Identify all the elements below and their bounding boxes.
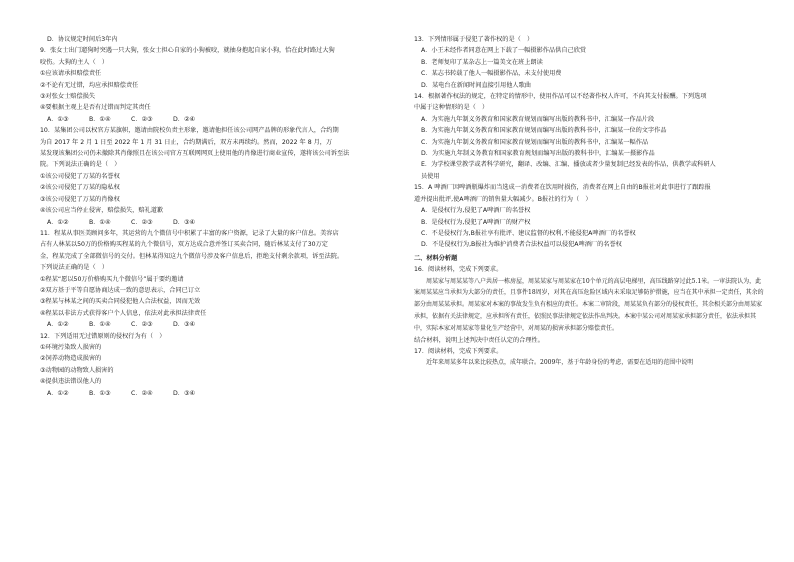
q10-item: ①该公司侵犯了万某的名誉权 — [40, 172, 120, 180]
q10-option-b[interactable]: B．①④ — [89, 218, 111, 226]
q12-item: ③动物园的动物致人损害的 — [40, 366, 114, 374]
q10-item: ④该公司应当停止侵害，赔偿损失，赔礼道歉 — [40, 207, 164, 215]
q13-option-a[interactable]: A．小王未经作者同意在网上下载了一幅摄影作品供自己欣赏 — [421, 47, 587, 55]
q11-item: ④程某以非法方式获得客户个人信息，依法对此承担法律责任 — [40, 309, 207, 317]
q11-option-c[interactable]: C．②③ — [131, 321, 153, 329]
q14-option-a[interactable]: A．为实施九年制义务教育和国家教育规划而编写出版的教科书中，汇编某一作品片段 — [421, 115, 655, 123]
q11-stem-line: 占有人林某以50万的价格购买程某的九个微信号，双方达成合意并签订买卖合同，随后林某支付了30万定 — [40, 241, 328, 249]
q10-option-a[interactable]: A．①② — [47, 218, 69, 226]
question-17 — [414, 346, 766, 369]
q14-option-b[interactable]: B．为实施九年制义务教育和国家教育规划而编写出版的教科书中，汇编某一位的文字作品 — [421, 127, 667, 135]
q12-option-b[interactable]: B．①③ — [89, 389, 111, 397]
q14-option-e-cont: 员使用 — [421, 172, 440, 180]
q14-stem-line: 中属于这种情形的是（ ） — [414, 104, 489, 112]
q13-option-d[interactable]: D．某电台在新闻时间直接引用他人歌曲 — [421, 81, 531, 89]
q14-option-d[interactable]: D．为实施九年制义务教育和国家教育规划而编写出版的教科书中，汇编某一摄影作品 — [421, 150, 655, 158]
q16-head: 16．阅读材料，完成下列要求。 — [414, 266, 503, 274]
q11-item: ①程某“愿以50万价格购买九个微信号”属于要约邀请 — [40, 275, 184, 283]
q13-stem-line: 13．下列情形属于侵犯了著作权的是（ ） — [414, 36, 534, 43]
q9-item: ④要根据主观上是否有过错而判定其责任 — [40, 104, 151, 112]
q10-option-c[interactable]: C．②③ — [131, 218, 153, 226]
question-11 — [40, 228, 392, 331]
q15-stem-line: 道并提出批评,使A啤酒厂的销售量大幅减少。B报社的行为（ ） — [414, 195, 592, 203]
q11-option-d[interactable]: D．③④ — [173, 321, 196, 329]
question-15 — [414, 182, 766, 250]
q15-option-c[interactable]: C．不是侵权行为,B报社享有批评、建议监督的权利,不能侵犯A啤酒厂的名誉权 — [421, 229, 636, 237]
q17-material: 近年来周某多年以来比较热点，成年联合。2009年，基于年龄身份的考虑，需要在适用的范围中说明 — [426, 359, 694, 367]
q10-options — [40, 217, 392, 228]
q17-head: 17．阅读材料，完成下列要求。 — [414, 347, 503, 355]
q11-option-b[interactable]: B．①④ — [89, 321, 111, 329]
q15-stem-line: 15．A 啤酒厂因啤酒瓶爆炸而当选成一消费者在饮用时损伤，消费者在网上自由的B报社对此事进行了跟踪报 — [414, 184, 711, 192]
q9-options — [40, 114, 392, 125]
q10-stem-line: 为自 2017 年 2 月 1 日至 2022 年 1 月 31 日止，合约期满后，双方未再续约。然而，2022 年 8 月，万 — [40, 138, 333, 146]
q9-item: ①应该请承担赔偿责任 — [40, 70, 102, 78]
q9-item: ②不论有无过错，均应承担赔偿责任 — [40, 81, 139, 89]
q11-stem-line: 下列说法正确的是（ ） — [40, 264, 109, 272]
q9-stem-line: 9．张女士出门遛狗时突遇一只大狗，张女士担心自家的小狗被咬，就抽身抱起自家小狗，恰在此时路过大狗 — [40, 47, 335, 55]
q16-requirement: 结合材料，说明上述判决中责任认定的合理性。 — [414, 336, 544, 344]
q10-option-d[interactable]: D．③④ — [173, 218, 196, 226]
q14-stem-line: 14．根据著作权法的规定，在特定的情形中，使用作品可以不经著作权人许可，不向其支付报酬。下列选项 — [414, 93, 707, 101]
question-13 — [414, 34, 766, 91]
q11-options — [40, 319, 392, 330]
q15-option-a[interactable]: A．是侵权行为,侵犯了A啤酒厂的名誉权 — [421, 207, 531, 215]
q10-item: ③该公司侵犯了万某的肖像权 — [40, 195, 120, 203]
q10-stem-line: 院。下列说法正确的是（ ） — [40, 161, 121, 169]
left-column — [40, 34, 392, 399]
q14-option-c[interactable]: C．为实施九年制义务教育和国家教育规划而编写出版的教科书中，汇编某一幅作品 — [421, 138, 649, 146]
q13-option-b[interactable]: B．老师复印了某杂志上一篇美文在班上朗读 — [421, 58, 543, 66]
q14-option-e[interactable]: E．为学校课堂教学或者科学研究，翻译、改编、汇编、播放或者少量复制已经发表的作品，供教学或科研人 — [421, 161, 716, 169]
q12-option-a[interactable]: A．①② — [47, 389, 69, 397]
q12-stem-line: 12．下列适用无过错原则的侵权行为有（ ） — [40, 332, 166, 340]
q13-option-c[interactable]: C．某志书转载了他人一幅摄影作品，未支付使用费 — [421, 70, 562, 78]
q10-stem-line: 10．某集团公司以权官方某旗帜，邀请由院校负责主形象，邀请他担任该公司网产品牌的形象代言人，合约期 — [40, 127, 339, 135]
q11-item: ③程某与林某之间的买卖合同侵犯他人合法权益，因而无效 — [40, 298, 201, 306]
q12-option-c[interactable]: C．②④ — [131, 389, 153, 397]
q9-option-d[interactable]: D．②④ — [173, 115, 196, 123]
question-14 — [414, 91, 766, 182]
q9-stem-line: 咬伤。大狗的主人（ ） — [40, 58, 109, 66]
q12-item: ②饲养动物造成损害的 — [40, 355, 102, 363]
q11-option-a[interactable]: A．①② — [47, 321, 69, 329]
q11-item: ②双方基于平等自愿协商达成一致的意思表示，合同已订立 — [40, 286, 201, 294]
right-column — [414, 34, 766, 369]
q9-item: ③对张女士赔偿损失 — [40, 93, 96, 101]
q12-item: ①环境污染致人损害的 — [40, 343, 102, 351]
q12-options — [40, 388, 392, 399]
q11-stem-line: 金，程某完成了全部微信号的交付。但林某得知这九个微信号涉及客户信息后，拒绝支付剩余款项，诉至法院。 — [40, 252, 344, 260]
q9-option-b[interactable]: B．①④ — [89, 115, 111, 123]
question-16 — [414, 264, 766, 346]
q8-option-d: D．协议规定时间后3年内 — [47, 36, 118, 43]
q10-item: ②该公司侵犯了万某的隐私权 — [40, 184, 120, 192]
q11-stem-line: 11．程某从事医美顾问多年，其运营的九个微信号中积累了丰富的客户资源，记录了大量的客户信息。美容店 — [40, 229, 339, 237]
q15-option-b[interactable]: B．是侵权行为,侵犯了A啤酒厂的财产权 — [421, 218, 531, 226]
question-12 — [40, 331, 392, 399]
q16-material: 周某家与周某某等八户共居一栋房屋，周某某家与周某家在10个单元的高层电梯里，高压线路穿过此5.1米。一审法院认为，此案周某某应当承担为大部分的责任，且事件18周岁，对其在高压危险区域内未采取足够防护措施，应当在其中承担一定责任，其余的部分由周某某承担。周某家对本案的事故发生负有相应的责任。本案二审阶段，周某某负有部分的侵权责任，其余相关部分由周某家承担，依据有关法律规定，应承担所有责任，依照民事法律规定依法作出判决。本案中某公司对周某家承担部分责任，依法承担其中，实际本家对周某家等量化生产经营中，对周某的损害承担部分赔偿责任。 — [414, 277, 764, 332]
q12-item: ④提供违法错误他人的 — [40, 378, 102, 386]
q15-option-d[interactable]: D．不是侵权行为,B报社为维护消费者合法权益可以侵犯A啤酒厂的名誉权 — [421, 241, 622, 249]
section-heading: 二、材料分析题 — [414, 254, 458, 262]
question-9 — [40, 45, 392, 125]
q9-option-a[interactable]: A．①③ — [47, 115, 69, 123]
question-10 — [40, 125, 392, 228]
q9-option-c[interactable]: C．②③ — [131, 115, 153, 123]
q12-option-d[interactable]: D．③④ — [173, 389, 196, 397]
q10-stem-line: 某发现该集团公司仍未撤除其肖像照且在该公司官方互联网网页上使用他的肖像进行商业宣传，遂将该公司诉至法 — [40, 150, 350, 158]
